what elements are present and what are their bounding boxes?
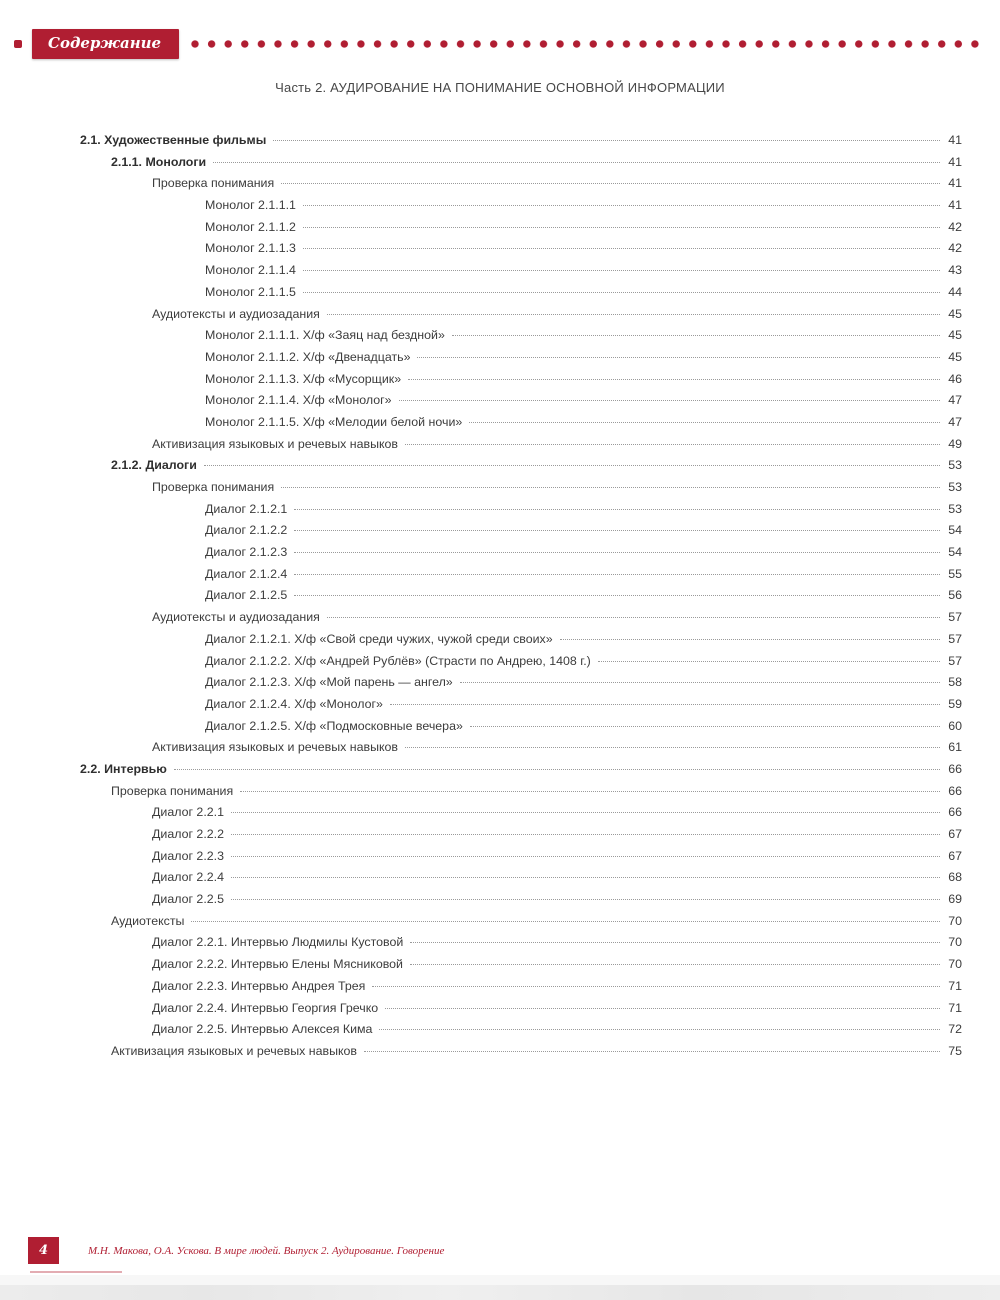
dot-leader bbox=[470, 726, 940, 727]
dot-leader bbox=[417, 357, 940, 358]
part-title: Часть 2. АУДИРОВАНИЕ НА ПОНИМАНИЕ ОСНОВНОЙ ИНФОРМАЦИИ bbox=[275, 80, 725, 95]
dot-leader bbox=[231, 877, 940, 878]
toc-entry-label: 2.1. Художественные фильмы bbox=[80, 133, 267, 147]
toc-entry-label: 2.1.2. Диалоги bbox=[111, 458, 197, 473]
toc-entry-label: Монолог 2.1.1.2 bbox=[205, 219, 296, 234]
dot-leader bbox=[204, 465, 940, 466]
contents-header-label: Содержание bbox=[32, 29, 179, 59]
toc-entry-label: Диалог 2.2.5 bbox=[152, 892, 224, 907]
toc-entry-label: Диалог 2.2.2. Интервью Елены Мясниковой bbox=[152, 957, 403, 972]
toc-entry bbox=[205, 282, 962, 304]
toc-entry-page: 75 bbox=[948, 1043, 962, 1058]
toc-entry-page: 41 bbox=[948, 198, 962, 213]
dot-leader bbox=[390, 704, 940, 705]
toc-entry-label: Диалог 2.2.3. Интервью Андрея Трея bbox=[152, 978, 366, 993]
toc-entry bbox=[205, 694, 962, 716]
toc-entry-page: 44 bbox=[948, 284, 962, 299]
toc-entry-label: Диалог 2.1.2.3 bbox=[205, 545, 288, 560]
toc-entry-page: 56 bbox=[948, 588, 962, 603]
dot-leader bbox=[327, 617, 940, 618]
toc-entry-label: Диалог 2.1.2.1. Х/ф «Свой среди чужих, чужой среди своих» bbox=[205, 631, 553, 646]
dot-leader bbox=[379, 1029, 940, 1030]
dot-leader bbox=[303, 227, 940, 228]
dot-leader bbox=[364, 1051, 940, 1052]
toc-entry-label: Монолог 2.1.1.5 bbox=[205, 284, 296, 299]
dot-leader bbox=[399, 400, 940, 401]
toc-entry-label: Активизация языковых и речевых навыков bbox=[152, 436, 399, 451]
dot-leader bbox=[460, 682, 940, 683]
toc-entry-label: Монолог 2.1.1.4 bbox=[205, 263, 296, 278]
toc-entry-page: 70 bbox=[948, 913, 962, 928]
toc-entry-page: 57 bbox=[948, 631, 962, 646]
dot-leader bbox=[560, 639, 940, 640]
toc-entry-page: 54 bbox=[948, 523, 962, 538]
toc-entry-page: 59 bbox=[948, 696, 962, 711]
toc-entry bbox=[80, 759, 962, 781]
dot-leader bbox=[281, 487, 940, 488]
toc-entry-page: 53 bbox=[948, 458, 962, 473]
toc-entry bbox=[152, 998, 962, 1020]
toc-entry-page: 42 bbox=[948, 241, 962, 256]
toc-entry bbox=[111, 1041, 962, 1063]
dot-leader bbox=[231, 899, 940, 900]
dot-leader bbox=[327, 314, 940, 315]
toc-entry bbox=[205, 195, 962, 217]
toc-entry-label: Проверка понимания bbox=[111, 783, 234, 798]
toc-entry-page: 45 bbox=[948, 328, 962, 343]
toc-entry bbox=[111, 781, 962, 803]
toc-entry-page: 47 bbox=[948, 414, 962, 429]
dot-leader bbox=[303, 270, 940, 271]
toc-entry bbox=[111, 455, 962, 477]
dot-leader bbox=[294, 552, 940, 553]
dot-leader bbox=[408, 379, 940, 380]
toc-entry-label: Проверка понимания bbox=[152, 176, 275, 191]
dot-leader bbox=[240, 791, 940, 792]
dot-leader bbox=[231, 812, 940, 813]
toc-entry bbox=[205, 542, 962, 564]
toc-entry-label: Диалог 2.2.1. Интервью Людмилы Кустовой bbox=[152, 935, 404, 950]
toc-entry-label: Диалог 2.1.2.3. Х/ф «Мой парень — ангел» bbox=[205, 675, 453, 690]
scan-artifact-strip bbox=[0, 1285, 1000, 1300]
toc-entry bbox=[205, 651, 962, 673]
toc-entry bbox=[205, 585, 962, 607]
dot-leader bbox=[303, 292, 940, 293]
toc-entry bbox=[205, 369, 962, 391]
toc-entry-page: 68 bbox=[948, 870, 962, 885]
toc-entry bbox=[152, 846, 962, 868]
toc-entry-page: 66 bbox=[948, 761, 962, 776]
dot-leader bbox=[410, 942, 940, 943]
toc-entry-page: 66 bbox=[948, 783, 962, 798]
table-of-contents bbox=[80, 130, 962, 1063]
dot-leader bbox=[294, 530, 940, 531]
footer-book-title: М.Н. Макова, О.А. Ускова. В мире людей. Выпуск 2. Аудирование. Говорение bbox=[88, 1245, 445, 1257]
toc-entry bbox=[205, 347, 962, 369]
toc-entry-label: Аудиотексты bbox=[111, 913, 185, 928]
dot-leader bbox=[303, 205, 940, 206]
toc-entry bbox=[205, 325, 962, 347]
dot-leader bbox=[405, 444, 940, 445]
dot-leader bbox=[598, 661, 940, 662]
toc-entry bbox=[205, 716, 962, 738]
toc-entry-page: 49 bbox=[948, 436, 962, 451]
toc-entry-label: Диалог 2.1.2.4 bbox=[205, 566, 288, 581]
toc-entry-label: Аудиотексты и аудиозадания bbox=[152, 610, 320, 625]
toc-entry-page: 61 bbox=[948, 740, 962, 755]
toc-entry bbox=[152, 954, 962, 976]
toc-entry-page: 67 bbox=[948, 827, 962, 841]
toc-entry-page: 66 bbox=[948, 805, 962, 820]
dot-leader bbox=[231, 856, 940, 857]
dot-leader bbox=[372, 986, 940, 987]
toc-entry-label: Монолог 2.1.1.1. Х/ф «Заяц над бездной» bbox=[205, 328, 445, 343]
toc-entry-label: Диалог 2.1.2.1 bbox=[205, 501, 288, 516]
toc-entry bbox=[80, 130, 962, 152]
toc-entry-page: 57 bbox=[948, 653, 962, 668]
toc-entry-page: 41 bbox=[948, 133, 962, 147]
toc-entry bbox=[205, 390, 962, 412]
toc-entry-page: 53 bbox=[948, 480, 962, 494]
toc-entry bbox=[111, 911, 962, 933]
toc-entry bbox=[152, 1019, 962, 1041]
toc-entry-label: Монолог 2.1.1.3 bbox=[205, 241, 296, 256]
toc-entry bbox=[205, 412, 962, 434]
toc-entry bbox=[152, 477, 962, 499]
toc-entry bbox=[205, 629, 962, 651]
toc-entry-page: 67 bbox=[948, 848, 962, 863]
toc-entry-label: Монолог 2.1.1.3. Х/ф «Мусорщик» bbox=[205, 371, 402, 386]
toc-entry-page: 45 bbox=[948, 306, 962, 321]
dot-leader bbox=[452, 335, 940, 336]
dot-leader bbox=[213, 162, 940, 163]
dot-leader bbox=[385, 1008, 940, 1009]
toc-entry-page: 47 bbox=[948, 393, 962, 408]
toc-entry-label: Аудиотексты и аудиозадания bbox=[152, 306, 320, 321]
toc-entry bbox=[152, 802, 962, 824]
dot-leader bbox=[303, 248, 940, 249]
toc-entry-label: Монолог 2.1.1.5. Х/ф «Мелодии белой ночи» bbox=[205, 414, 463, 429]
toc-entry-page: 41 bbox=[948, 154, 962, 169]
dot-leader bbox=[273, 140, 940, 141]
toc-entry bbox=[152, 932, 962, 954]
toc-entry bbox=[205, 499, 962, 521]
toc-entry-page: 53 bbox=[948, 501, 962, 516]
toc-entry-label: Проверка понимания bbox=[152, 480, 275, 494]
toc-entry-label: Диалог 2.1.2.2 bbox=[205, 523, 288, 538]
toc-entry-page: 41 bbox=[948, 176, 962, 191]
dot-leader bbox=[174, 769, 940, 770]
toc-entry bbox=[152, 173, 962, 195]
dot-leader bbox=[191, 921, 940, 922]
toc-entry bbox=[152, 737, 962, 759]
toc-entry-label: Диалог 2.1.2.2. Х/ф «Андрей Рублёв» (Страсти по Андрею, 1408 г.) bbox=[205, 653, 591, 668]
dot-leader bbox=[469, 422, 940, 423]
toc-entry-page: 46 bbox=[948, 371, 962, 386]
toc-entry-label: 2.1.1. Монологи bbox=[111, 154, 207, 169]
toc-entry-label: Диалог 2.1.2.5. Х/ф «Подмосковные вечера» bbox=[205, 718, 463, 733]
contents-header bbox=[14, 28, 986, 60]
toc-entry-page: 45 bbox=[948, 349, 962, 364]
toc-entry-label: 2.2. Интервью bbox=[80, 761, 167, 776]
toc-entry bbox=[152, 867, 962, 889]
footer-page-number: 4 bbox=[28, 1237, 59, 1264]
toc-entry-label: Диалог 2.2.1 bbox=[152, 805, 224, 820]
toc-entry bbox=[152, 824, 962, 846]
toc-entry bbox=[152, 434, 962, 456]
toc-entry-label: Диалог 2.2.3 bbox=[152, 848, 224, 863]
toc-entry-page: 71 bbox=[948, 1000, 962, 1015]
toc-entry-page: 58 bbox=[948, 675, 962, 690]
scan-artifact-strip-light bbox=[0, 1275, 1000, 1285]
red-dot-icon bbox=[14, 40, 22, 48]
toc-entry bbox=[152, 976, 962, 998]
toc-entry-label: Диалог 2.2.4. Интервью Георгия Гречко bbox=[152, 1000, 379, 1015]
toc-entry-label: Монолог 2.1.1.1 bbox=[205, 198, 296, 213]
toc-entry-label: Диалог 2.2.4 bbox=[152, 870, 224, 885]
toc-entry bbox=[205, 260, 962, 282]
dot-leader bbox=[294, 509, 940, 510]
toc-entry bbox=[205, 238, 962, 260]
toc-entry-page: 55 bbox=[948, 566, 962, 581]
toc-entry-label: Монолог 2.1.1.2. Х/ф «Двенадцать» bbox=[205, 349, 411, 364]
toc-entry bbox=[152, 889, 962, 911]
scan-artifact-redline bbox=[30, 1271, 122, 1273]
toc-entry-page: 57 bbox=[948, 610, 962, 625]
toc-entry bbox=[152, 607, 962, 629]
toc-entry bbox=[205, 520, 962, 542]
toc-entry-page: 70 bbox=[948, 957, 962, 972]
toc-entry-page: 72 bbox=[948, 1022, 962, 1037]
toc-entry-page: 42 bbox=[948, 219, 962, 234]
toc-entry-label: Диалог 2.2.5. Интервью Алексея Кима bbox=[152, 1022, 373, 1037]
dot-leader bbox=[405, 747, 940, 748]
toc-entry-label: Активизация языковых и речевых навыков bbox=[152, 740, 399, 755]
toc-entry-page: 60 bbox=[948, 718, 962, 733]
toc-entry bbox=[205, 217, 962, 239]
toc-entry-page: 69 bbox=[948, 892, 962, 907]
toc-entry-page: 43 bbox=[948, 263, 962, 278]
toc-entry bbox=[205, 672, 962, 694]
dot-leader bbox=[281, 183, 940, 184]
red-dotted-line-icon bbox=[187, 28, 986, 60]
dot-leader bbox=[294, 574, 940, 575]
toc-entry-label: Диалог 2.2.2 bbox=[152, 827, 224, 841]
toc-entry-page: 71 bbox=[948, 978, 962, 993]
dot-leader bbox=[231, 834, 940, 835]
dot-leader bbox=[410, 964, 940, 965]
toc-entry-label: Монолог 2.1.1.4. Х/ф «Монолог» bbox=[205, 393, 392, 408]
toc-entry bbox=[111, 152, 962, 174]
dot-leader bbox=[294, 595, 940, 596]
toc-entry-label: Активизация языковых и речевых навыков bbox=[111, 1043, 358, 1058]
toc-entry bbox=[205, 564, 962, 586]
toc-entry bbox=[152, 304, 962, 326]
toc-entry-label: Диалог 2.1.2.5 bbox=[205, 588, 288, 603]
toc-entry-page: 54 bbox=[948, 545, 962, 560]
toc-entry-label: Диалог 2.1.2.4. Х/ф «Монолог» bbox=[205, 696, 383, 711]
toc-entry-page: 70 bbox=[948, 935, 962, 950]
